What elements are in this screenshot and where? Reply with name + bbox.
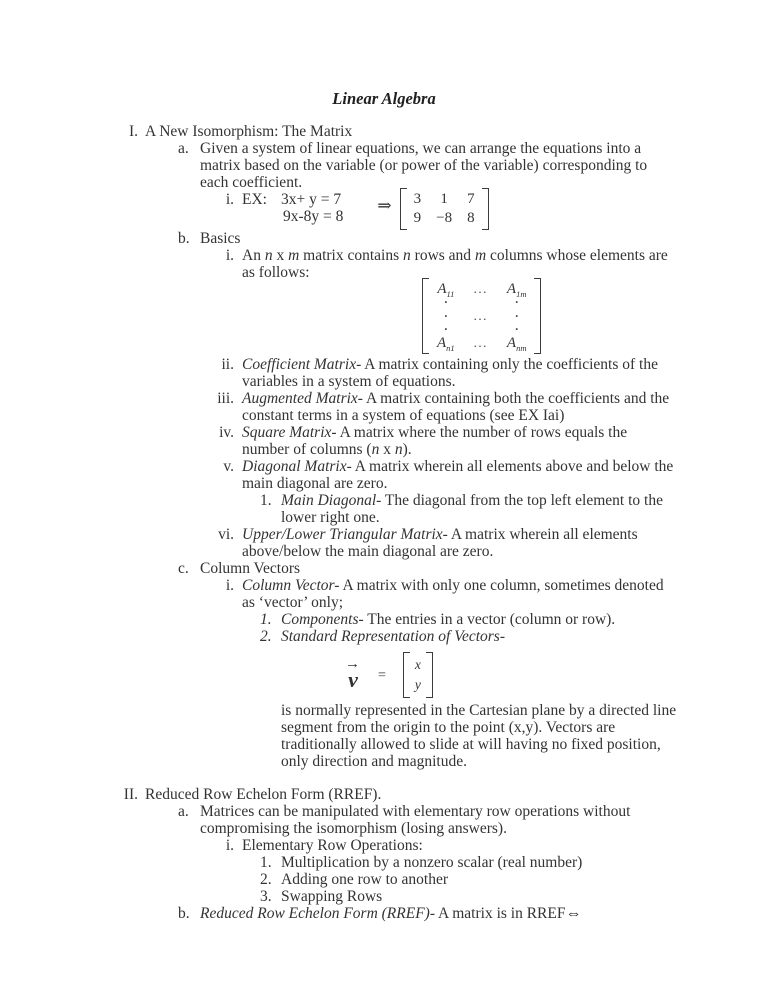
definition: The diagonal from the top left element to the lower right one. (281, 492, 663, 526)
item-text (281, 628, 678, 645)
ellipsis: ... (473, 281, 488, 296)
outline-item-Ibi (100, 247, 678, 281)
implies-arrow-icon: ⇒ (377, 196, 392, 215)
matrix-entry-a11: $A_{11}$ (437, 281, 455, 299)
list-marker: II. (123, 786, 138, 803)
item-text (242, 356, 678, 390)
list-marker: a. (178, 140, 189, 157)
term: Main Diagonal- (281, 492, 382, 509)
list-marker: iv. (219, 424, 234, 441)
list-marker: ii. (221, 356, 234, 373)
text-run: An (242, 247, 265, 264)
outline-item-IIa (100, 803, 678, 837)
list-marker: 3. (260, 888, 272, 905)
list-marker: i. (225, 837, 234, 854)
outline-item-Ibiii (100, 390, 678, 424)
list-marker: v. (223, 458, 234, 475)
matrix-bracket-left (400, 188, 407, 230)
item-text (242, 247, 678, 281)
outline-item-Ic (100, 560, 678, 577)
term: Column Vector- (242, 577, 340, 594)
matrix-entry-anm: $A_{nm}$ (506, 335, 527, 353)
matrix-bracket-left (422, 278, 429, 354)
definition: A matrix containing only the coefficients of the variables in a system of equations. (242, 356, 658, 390)
vector-equation (345, 652, 433, 698)
list-marker: 1. (260, 854, 272, 871)
vertical-dot: · (443, 322, 448, 336)
item-text: Column Vectors (200, 560, 301, 577)
text-run: rows and (410, 247, 475, 264)
page-title: Linear Algebra (332, 89, 436, 108)
item-text (281, 611, 678, 628)
text-run: columns whose elements are as follows: (242, 247, 668, 281)
item-text: Swapping Rows (281, 888, 383, 905)
outline-item-Ibv1 (100, 492, 678, 526)
definition: A matrix is in RREF (435, 905, 566, 922)
augmented-matrix (400, 188, 489, 230)
list-marker: i. (225, 191, 234, 208)
outline-item-Ia (100, 140, 678, 191)
matrix-entry-a1m: $A_{1m}$ (506, 281, 527, 299)
term: Square Matrix- (242, 424, 337, 441)
vertical-dot: · (443, 295, 448, 309)
term: Coefficient Matrix- (242, 356, 362, 373)
matrix-cell: 1 (440, 191, 448, 207)
text-run: x (272, 247, 289, 264)
vertical-dot: · (514, 295, 519, 309)
ellipsis: ... (473, 335, 488, 350)
vector-description: is normally represented in the Cartesian plane by a directed line segment from the origin to the point (x,y). Vectors are traditionally allowed to slide at will having no fixed position, only direction and magnitude. (281, 702, 677, 770)
item-text: Adding one row to another (281, 871, 449, 888)
matrix-cells (429, 278, 534, 354)
outline-item-IIai3 (100, 888, 678, 905)
term: Diagonal Matrix- (242, 458, 352, 475)
outline-item-Ibvi (100, 526, 678, 560)
outline-item-I (100, 123, 678, 140)
matrix-bracket-right (534, 278, 541, 354)
outline-item-IIai1 (100, 854, 678, 871)
vertical-dot: · (514, 322, 519, 336)
definition: The entries in a vector (column or row). (363, 611, 616, 628)
text-run: matrix contains (299, 247, 404, 264)
item-text: Elementary Row Operations: (242, 837, 423, 854)
item-text: Multiplication by a nonzero scalar (real number) (281, 854, 583, 871)
outline-item-Ici (100, 577, 678, 611)
outline-item-IIai (100, 837, 678, 854)
matrix-cell: 9 (413, 210, 422, 226)
variable-n: n (403, 247, 411, 264)
outline-item-IIb (100, 905, 678, 922)
general-matrix (422, 278, 541, 354)
list-marker: I. (128, 123, 138, 140)
outline-item-Iai-example (100, 191, 678, 230)
variable-m: m (288, 247, 300, 264)
matrix-bracket-right (426, 652, 433, 698)
item-text: Given a system of linear equations, we can arrange the equations into a matrix based on the variable (or power of the variable) corresponding to each coefficient. (200, 140, 648, 191)
text-run: ). (402, 441, 412, 458)
term: Augmented Matrix- (242, 390, 363, 407)
list-marker: 1. (260, 611, 272, 628)
vector-letter-v: v (348, 667, 358, 692)
variable-n: n (264, 247, 273, 264)
ellipsis: ... (473, 308, 488, 323)
term: Upper/Lower Triangular Matrix- (242, 526, 448, 543)
list-marker: b. (178, 905, 190, 922)
matrix-cell: −8 (436, 210, 453, 226)
list-marker: 1. (260, 492, 272, 509)
matrix-cells (407, 188, 482, 230)
item-text (281, 492, 678, 526)
example-label: EX: (242, 191, 267, 208)
item-text: Reduced Row Echelon Form (RREF). (145, 786, 382, 803)
equation-2: 9x-8y = 8 (282, 208, 344, 225)
definition: A matrix wherein all elements above and below the main diagonal are zero. (242, 458, 674, 492)
xy-column-vector (403, 652, 433, 698)
outline-item-Ibv (100, 458, 678, 492)
vector-arrow-icon: → (345, 656, 361, 672)
equals-sign: = (378, 667, 386, 683)
list-marker: i. (225, 577, 234, 594)
outline-item-IIai2 (100, 871, 678, 888)
outline-item-Ici2 (100, 628, 678, 645)
variable-n: n (394, 441, 403, 458)
term: Standard Representation of Vectors- (281, 628, 506, 645)
matrix-bracket-right (482, 188, 489, 230)
list-marker: b. (178, 230, 190, 247)
variable-n: n (371, 441, 380, 458)
vertical-dot: · (443, 308, 448, 323)
equation-1: 3x+ y = 7 (280, 191, 342, 208)
vector-symbol (345, 656, 361, 692)
definition: A matrix with only one column, sometimes denoted as ‘vector’ only; (242, 577, 664, 611)
term: Reduced Row Echelon Form (RREF)- (200, 905, 435, 922)
variable-m: m (474, 247, 487, 264)
list-marker: vi. (218, 526, 234, 543)
item-text (242, 458, 678, 492)
component-y: y (414, 677, 421, 692)
component-x: x (414, 657, 421, 672)
list-marker: c. (178, 560, 189, 577)
matrix-cell: 3 (413, 191, 422, 207)
list-marker: i. (225, 247, 234, 264)
item-text (200, 905, 678, 922)
item-text: A New Isomorphism: The Matrix (145, 123, 353, 140)
text-run: x (379, 441, 395, 458)
outline-item-II (100, 786, 678, 803)
outline-item-Ibiv (100, 424, 678, 458)
list-marker: a. (178, 803, 189, 820)
definition: A matrix where the number of rows equals the number of columns ( (242, 424, 628, 458)
outline-item-Ibii (100, 356, 678, 390)
list-marker: iii. (217, 390, 234, 407)
outline-item-Ib (100, 230, 678, 247)
item-text (242, 577, 678, 611)
matrix-entry-an1: $A_{n1}$ (437, 335, 455, 353)
list-marker: 2. (260, 628, 272, 645)
item-text (242, 526, 678, 560)
vertical-dot: · (514, 308, 519, 323)
item-text: Matrices can be manipulated with elementary row operations without compromising the isomorphism (losing answers). (200, 803, 631, 837)
definition: A matrix containing both the coefficients and the constant terms in a system of equations (see EX Iai) (242, 390, 670, 424)
term: Components- (281, 611, 364, 628)
matrix-cell: 7 (467, 191, 475, 207)
matrix-bracket-left (403, 652, 410, 698)
iff-arrow-icon: ⇔ (565, 905, 582, 922)
item-text: Basics (200, 230, 241, 247)
list-marker: 2. (260, 871, 272, 888)
vector-components (410, 652, 426, 698)
item-text (242, 424, 678, 458)
outline-item-Ici1 (100, 611, 678, 628)
matrix-cell: 8 (467, 210, 475, 226)
equation-system (281, 191, 343, 225)
example-content (242, 191, 678, 230)
blank-line (100, 770, 678, 786)
definition: A matrix wherein all elements above/below the main diagonal are zero. (242, 526, 638, 560)
item-text (242, 390, 678, 424)
